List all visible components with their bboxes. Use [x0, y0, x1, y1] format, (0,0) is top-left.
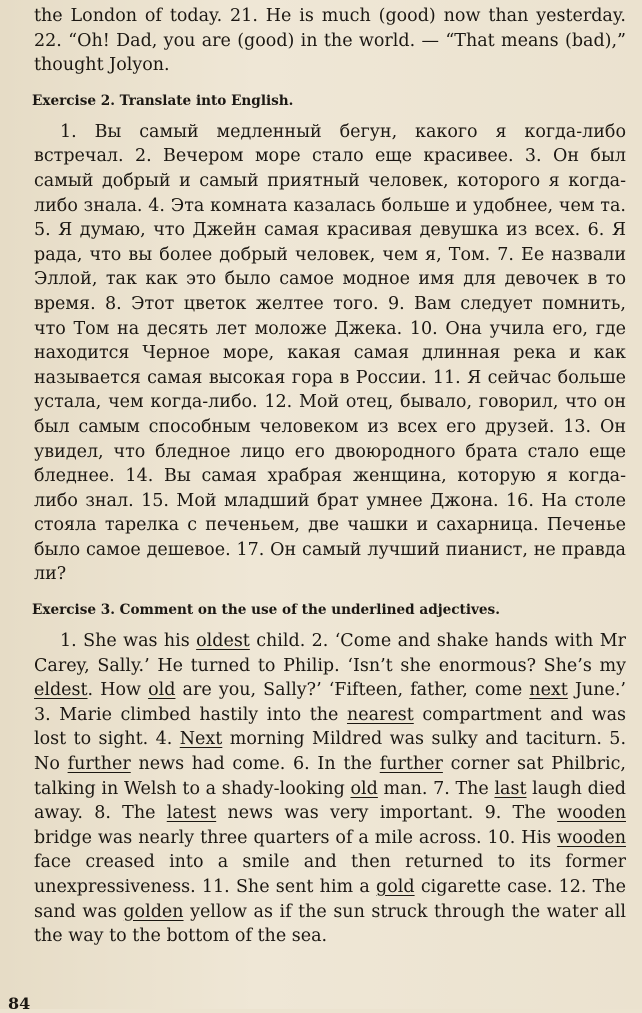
underlined-adjective: eldest: [34, 680, 88, 701]
exercise-3-text-segment: June.’ 3. Marie climbed hastily into the: [34, 680, 626, 725]
underlined-adjective: old: [350, 778, 378, 799]
exercise-3-text-segment: news had come. 6. In the: [130, 754, 380, 775]
underlined-adjective: further: [67, 754, 131, 775]
exercise-2-heading: Exercise 2. Translate into English.: [32, 92, 294, 109]
underlined-adjective: latest: [166, 803, 217, 824]
underlined-adjective: oldest: [196, 631, 250, 652]
underlined-adjective: old: [148, 680, 176, 701]
exercise-3-text-segment: yellow as if the sun struck through the water all the way to the bottom of the sea.: [34, 901, 626, 947]
underlined-adjective: Next: [179, 729, 223, 750]
exercise-3-text-segment: 1. She was his: [60, 631, 197, 652]
exercise-3-text-segment: corner sat Philbric, talking in Welsh to a shady-looking: [34, 754, 626, 799]
exercise-3-text-segment: compartment and was lost to sight. 4.: [34, 704, 626, 750]
underlined-adjective: next: [529, 680, 568, 701]
exercise-3-text-segment: . How: [87, 680, 149, 701]
exercise-3-text-segment: cigarette case. 12. The sand was: [34, 877, 626, 922]
exercise-3-text-segment: face creased into a smile and then returned to its former unexpressiveness. 11. She sent him a: [34, 852, 626, 897]
exercise-3-heading: Exercise 3. Comment on the use of the underlined adjectives.: [32, 602, 500, 619]
underlined-adjective: nearest: [346, 704, 414, 725]
underlined-adjective: wooden: [557, 827, 626, 848]
exercise-3-text-segment: morning Mildred was sulky and taciturn. 5. No: [34, 729, 627, 775]
exercise-3-text-segment: news was very important. 9. The: [216, 803, 558, 824]
exercise-3-text-segment: are you, Sally?’ ‘Fifteen, father, come: [175, 680, 530, 701]
underlined-adjective: gold: [376, 877, 415, 897]
underlined-adjective: golden: [123, 901, 184, 922]
exercise-3-text-segment: bridge was nearly three quarters of a mile across. 10. His: [34, 827, 558, 848]
exercise-2-text: 1. Вы самый медленный бегун, какого я когда-либо встречал. 2. Вечером море стало еще красивее. 3. Он был самый добрый и самый приятный человек, которого я когда-либо знала. 4. Эта комната казалась больше и удобнее, чем та. 5. Я думаю, что Джейн самая красивая девушка из всех. 6. Я рада, что вы более добрый человек, чем я, Том. 7. Ее назвали Эллой, так как это было самое модное имя для девочек в то время. 8. Этот цветок желтее того. 9. Вам следует помнить, что Том на десять лет моложе Джека. 10. Она учила его, где находится Черное море, какая самая длинная река и как называется самая высокая гора в России. 11. Я сейчас больше устала, чем когда-либо. 12. Мой отец, бывало, говорил, что он был самым способным человеком из всех его друзей. 13. Он увидел, что бледное лицо его двоюродного брата стало еще бледнее. 14. Вы самая храбрая женщина, которую я когда-либо знал. 15. Мой младший брат умнее Джона. 16. На столе стояла тарелка с печеньем, две чашки и сахарница. Печенье было самое дешевое. 17. Он самый лучший пианист, не правда ли?: [34, 121, 626, 585]
underlined-adjective: further: [379, 754, 443, 775]
exercise-3-text-segment: laugh died away. 8. The: [34, 778, 626, 824]
underlined-adjective: last: [494, 778, 527, 799]
exercise-3-text-segment: man. 7. The: [377, 778, 495, 799]
page-number: 84: [8, 994, 31, 1013]
exercise-3-text-segment: child. 2. ‘Come and shake hands with Mr Carey, Sally.’ He turned to Philip. ‘Isn’t she enormous? She’s my: [34, 631, 627, 676]
underlined-adjective: wooden: [557, 803, 626, 824]
exercise-3-text: [34, 629, 626, 949]
previous-exercise-text: the London of today. 21. He is much (good) now than yesterday. 22. “Oh! Dad, you are (good) in the world. — “That means (bad),” thought Jolyon.: [34, 6, 626, 76]
